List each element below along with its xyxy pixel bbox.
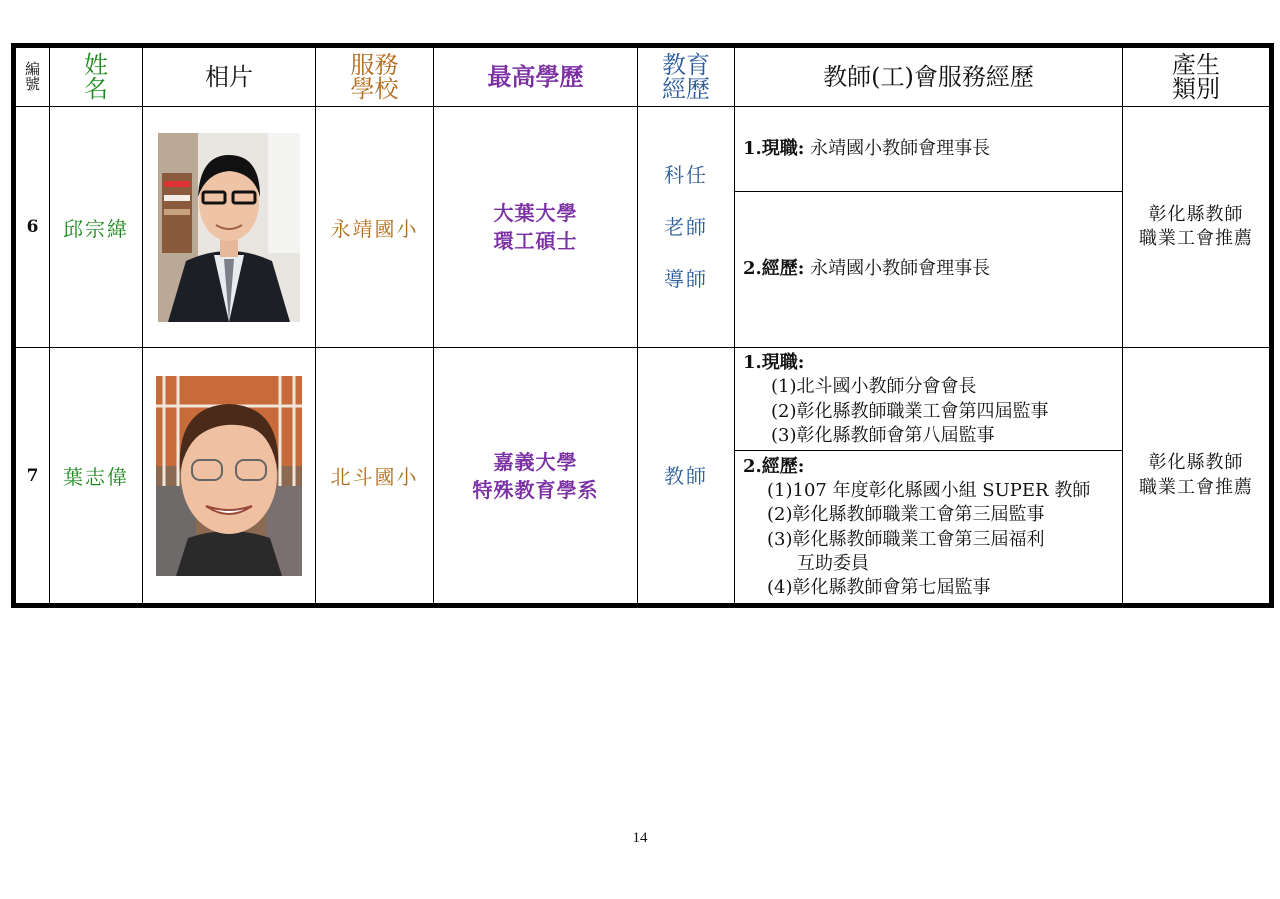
row-education: 教師 — [638, 348, 735, 606]
row-degree: 大葉大學 環工碩士 — [434, 107, 638, 348]
row-number: 7 — [14, 348, 50, 606]
portrait-photo — [156, 376, 302, 576]
portrait-photo — [158, 133, 300, 322]
row-number: 6 — [14, 107, 50, 348]
header-photo: 相片 — [143, 46, 316, 107]
table-row — [14, 107, 1272, 192]
header-degree: 最高學歷 — [434, 46, 638, 107]
page-number: 14 — [632, 830, 648, 846]
header-number: 編 號 — [14, 46, 50, 107]
service-past: 2.經歷: (1)107 年度彰化縣國小組 SUPER 教師 (2)彰化縣教師職業工會第三屆監事 (3)彰化縣教師職業工會第三屆福利 互助委員 (4)彰化縣教師會第七屆監事 — [735, 451, 1123, 606]
service-current: 1.現職: 永靖國小教師會理事長 — [735, 107, 1123, 192]
header-type: 產生 類別 — [1123, 46, 1272, 107]
table-row — [14, 348, 1272, 451]
header-name: 姓 名 — [50, 46, 143, 107]
service-current: 1.現職: (1)北斗國小教師分會會長 (2)彰化縣教師職業工會第四屆監事 (3)彰化縣教師會第八屆監事 — [735, 348, 1123, 451]
header-row — [14, 46, 1272, 107]
photo-cell — [143, 107, 316, 348]
row-name: 葉志偉 — [50, 348, 143, 606]
row-school: 永靖國小 — [316, 107, 434, 348]
header-service: 教師(工)會服務經歷 — [735, 46, 1123, 107]
row-type: 彰化縣教師 職業工會推薦 — [1123, 348, 1272, 606]
header-education: 教育 經歷 — [638, 46, 735, 107]
row-school: 北斗國小 — [316, 348, 434, 606]
header-school: 服務 學校 — [316, 46, 434, 107]
candidate-table — [11, 43, 1274, 608]
row-degree: 嘉義大學 特殊教育學系 — [434, 348, 638, 606]
row-type: 彰化縣教師 職業工會推薦 — [1123, 107, 1272, 348]
row-name: 邱宗緯 — [50, 107, 143, 348]
service-past: 2.經歷: 永靖國小教師會理事長 — [735, 192, 1123, 348]
row-education: 科任 老師 導師 — [638, 107, 735, 348]
photo-cell — [143, 348, 316, 606]
